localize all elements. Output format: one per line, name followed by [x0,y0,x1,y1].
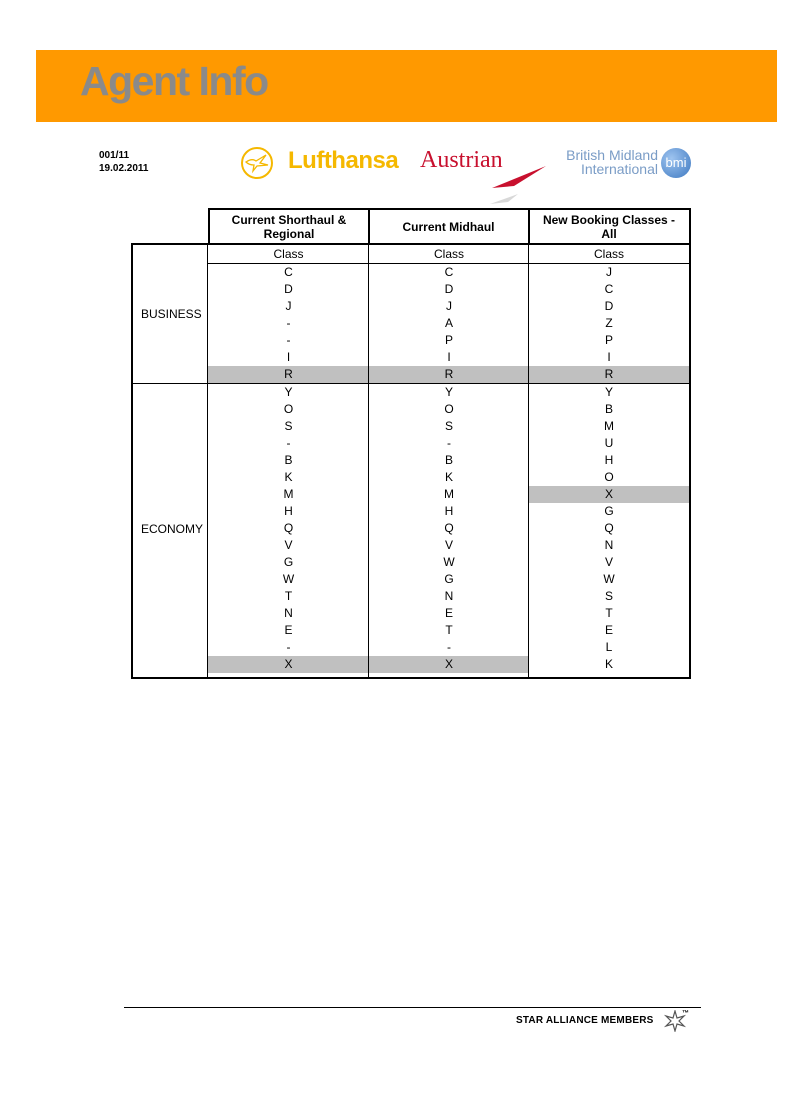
header-banner [36,50,777,122]
table-cell: V [284,538,293,552]
table-cell: T [445,623,453,637]
column-header-new-classes: New Booking Classes - All [529,208,691,243]
table-cell: M [283,487,294,501]
table-cell: I [447,350,451,364]
table-cell: Z [605,316,613,330]
table-cell: B [284,453,293,467]
document-meta [99,149,149,175]
table-cell: C [444,265,454,279]
table-cell: D [604,299,614,313]
table-cell: M [604,419,614,433]
austrian-logo-text: Austrian [420,147,503,173]
table-cell: N [284,606,293,620]
column-divider [528,245,529,677]
table-cell: Y [444,385,453,399]
class-subheader: Class [593,247,624,261]
table-cell: S [284,419,293,433]
table-cell: O [604,470,614,484]
column-divider [207,245,208,677]
table-cell: - [286,316,291,330]
table-cell: N [604,538,614,552]
footer-text: STAR ALLIANCE MEMBERS [516,1015,654,1026]
table-cell: Q [283,521,294,535]
column-header-shorthaul: Current Shorthaul & Regional [208,208,370,243]
segment-label-economy: ECONOMY [141,521,204,536]
table-cell: - [447,640,451,654]
table-cell: L [605,640,613,654]
table-cell: N [444,589,454,603]
class-subheader: Class [433,247,464,261]
table-cell: G [604,504,614,518]
table-cell: T [605,606,613,620]
table-cell: A [444,316,453,330]
bmi-badge-icon: bmi [661,148,691,178]
table-cell: G [283,555,294,569]
table-cell: X [529,486,689,503]
table-cell: I [286,350,291,364]
austrian-arrow-icon [488,164,552,206]
table-cell: R [529,366,689,383]
table-cell: T [284,589,293,603]
table-cell: I [607,350,611,364]
table-cell: B [604,402,613,416]
trademark-mark: ™ [682,1010,689,1017]
table-cell: U [604,436,614,450]
table-cell: H [284,504,293,518]
column-divider [368,245,369,677]
table-cell: G [444,572,454,586]
table-cell: X [369,656,529,673]
table-cell: K [284,470,293,484]
table-cell: J [285,299,292,313]
table-cell: Y [284,385,293,399]
table-cell: - [286,333,291,347]
table-cell: X [208,656,369,673]
table-cell: E [604,623,613,637]
table-cell: R [369,366,529,383]
table-cell: - [286,436,291,450]
table-cell: Y [604,385,613,399]
table-cell: J [446,299,452,313]
page-title: Agent Info [80,58,268,104]
table-cell: H [444,504,454,518]
table-cell: Q [444,521,454,535]
class-subheader: Class [273,247,304,261]
booking-class-table [131,208,691,679]
column-header-midhaul: Current Midhaul [369,208,530,243]
table-cell: - [447,436,451,450]
table-cell: E [444,606,453,620]
table-cell: O [444,402,454,416]
table-cell: P [604,333,613,347]
bmi-logo-text: British Midland International [566,147,658,177]
segment-label-business: BUSINESS [141,307,202,321]
footer-divider [124,1007,701,1008]
table-cell: R [208,366,369,383]
table-cell: S [444,419,453,433]
table-cell: V [444,538,453,552]
table-cell: W [443,555,455,569]
table-cell: B [444,453,453,467]
table-cell: D [444,282,454,296]
table-cell: C [604,282,614,296]
table-cell: Q [604,521,614,535]
table-cell: K [604,657,613,671]
document-date: 19.02.2011 [99,163,149,174]
lufthansa-crane-icon [240,146,274,180]
table-cell: C [284,265,293,279]
table-cell: S [604,589,613,603]
document-number: 001/11 [99,150,130,161]
table-cell: V [604,555,613,569]
table-cell: D [284,282,293,296]
table-cell: J [606,265,612,279]
table-cell: W [603,572,615,586]
table-cell: O [283,402,294,416]
table-cell: M [444,487,454,501]
table-cell: - [286,640,291,654]
airline-logos [240,142,700,202]
table-cell: P [444,333,453,347]
table-cell: W [282,572,295,586]
lufthansa-logo-text: Lufthansa [288,147,399,174]
table-body [131,243,691,679]
table-cell: H [604,453,614,467]
table-cell: K [444,470,453,484]
table-cell: E [284,623,293,637]
